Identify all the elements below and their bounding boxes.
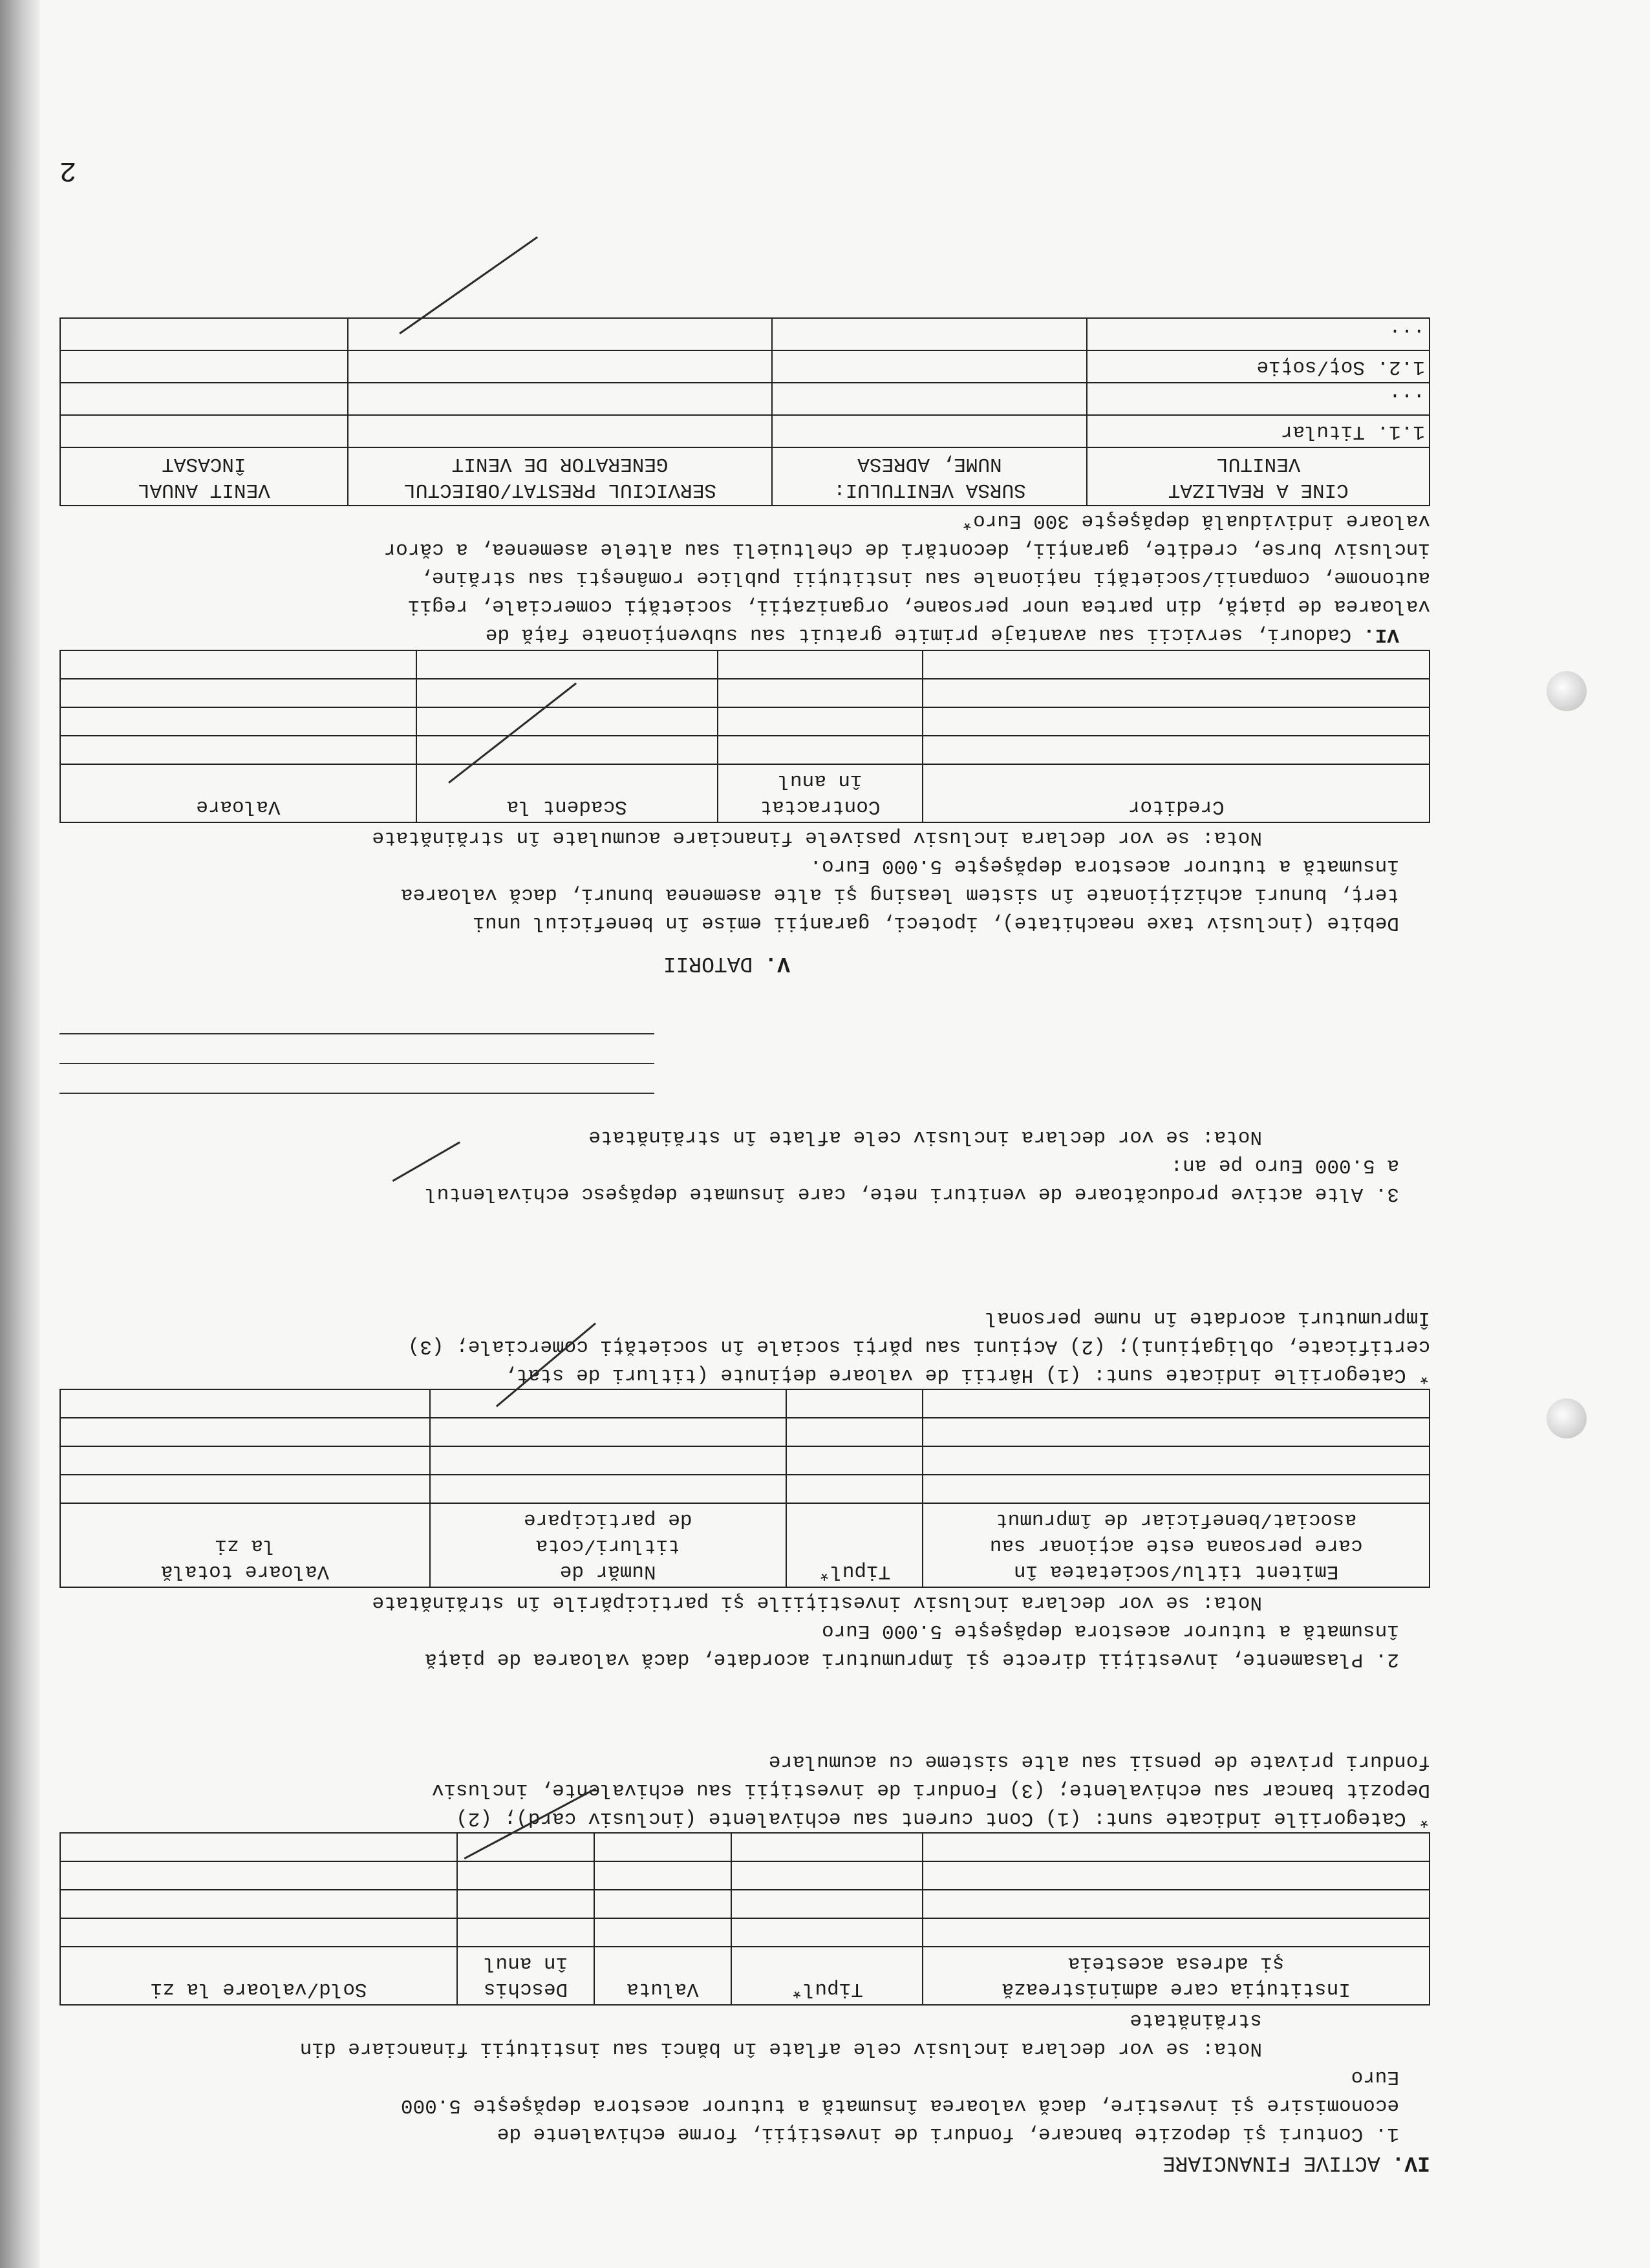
item2-note: Nota: se vor declara inclusiv investiţiile şi participările în străinătate [372, 1591, 1262, 1614]
section-vi-text-line: valoare individuală depăşeşte 300 Euro* [961, 509, 1430, 532]
section-v-text-line: Debite (inclusiv taxe neachitate), ipoteci, garanţii emise în beneficiul unui [473, 912, 1399, 934]
column-header: Valoare totală la zi [60, 1503, 430, 1587]
item1-footnote-line: * Categoriile indicate sunt: (1) Cont curent sau echivalente (inclusiv card); (2) [456, 1807, 1430, 1830]
section-vi-text-line: inclusiv burse, credite, garanţii, decontări de cheltuieli sau altele asemenea, a căror [383, 538, 1430, 561]
section-vi-text-line: VI.Cadouri, servicii sau avantaje primite gratuit sau subvenţionate faţă de [485, 623, 1399, 646]
table-cell [772, 415, 1087, 447]
table-cell [348, 318, 773, 350]
item2-footnote-line: Împrumuturi acordate în nume personal [985, 1307, 1430, 1329]
column-header: Tipul* [786, 1503, 923, 1587]
column-header: Contractat în anul [718, 764, 923, 822]
section-v-block [59, 650, 1430, 978]
table-cell [60, 1389, 430, 1418]
table-row [60, 1861, 1430, 1890]
table-cell [718, 679, 923, 707]
table-cell [594, 1833, 731, 1861]
column-header: SURSA VENITULUI: NUME, ADRESA [772, 447, 1087, 506]
column-header: Sold/valoare la zi [60, 1947, 457, 2005]
table-cell [718, 707, 923, 736]
item2-footnote [59, 1303, 1430, 1389]
column-header: Emitent titlu/societatea în care persoana este acţionar sau asociat/beneficiar de împrumut [923, 1503, 1430, 1587]
table-row [60, 1475, 1430, 1503]
table-row [60, 650, 1430, 679]
item2-text-line: însumată a tuturor acestora depăşeşte 5.000 Euro [822, 1620, 1399, 1642]
item1-footnote-line: Depozit bancar sau echivalente; (3) Fonduri de investiţii sau echivalente, inclusiv [431, 1779, 1430, 1801]
table-cell: 1.1. Titular [1088, 415, 1430, 447]
table-cell [923, 1890, 1430, 1918]
table-cell [923, 1475, 1430, 1503]
table-cell [786, 1418, 923, 1446]
table-cell [457, 1890, 594, 1918]
table-row [60, 1833, 1430, 1861]
table-row [60, 383, 1430, 415]
table-cell [60, 679, 416, 707]
table-cell [786, 1475, 923, 1503]
table-row [60, 318, 1430, 350]
item1-text-line: economisire şi investire, dacă valoarea însumată a tuturor acestora depăşeşte 5.000 [400, 2094, 1399, 2117]
table-cell [923, 736, 1430, 764]
table-cell [731, 1833, 923, 1861]
table-cell [60, 650, 416, 679]
column-header: Creditor [923, 764, 1430, 822]
table-header-row [60, 447, 1430, 506]
table-cell [772, 350, 1087, 383]
table-cell [594, 1861, 731, 1890]
table-cell [718, 650, 923, 679]
table-cell [923, 1389, 1430, 1418]
item1-note-line: Nota: se vor declara inclusiv cele aflate în bănci sau instituţii financiare din [299, 2037, 1262, 2060]
table-row [60, 707, 1430, 736]
table-cell [60, 318, 348, 350]
table-cell [430, 1475, 786, 1503]
table-cell [60, 350, 348, 383]
table-row [60, 1418, 1430, 1446]
section-vi-text-line: autonome, companii/societăţi naţionale sau instituţii publice româneşti sau străine, [420, 566, 1430, 589]
table-row [60, 350, 1430, 383]
table-cell [923, 707, 1430, 736]
item3-note: Nota: se vor declara inclusiv cele aflate în străinătate [588, 1126, 1262, 1148]
item1-text-line: Euro [1351, 2066, 1399, 2088]
section-vi-text [59, 506, 1430, 648]
column-header: Tipul* [731, 1947, 923, 2005]
column-header: Scadent la [416, 764, 718, 822]
section-vi-block [59, 317, 1430, 648]
table-cell [594, 1890, 731, 1918]
table-cell [60, 1918, 457, 1947]
item2-text [59, 1616, 1430, 1673]
table-cell [923, 1861, 1430, 1890]
item1-footnote-line: fonduri private de pensii sau alte sisteme cu acumulare [768, 1750, 1430, 1773]
table-row [60, 1446, 1430, 1475]
column-header: Valuta [594, 1947, 731, 2005]
table-cell [923, 1418, 1430, 1446]
table-cell [786, 1389, 923, 1418]
table-cell [731, 1861, 923, 1890]
table-cell [457, 1918, 594, 1947]
section-iv-heading: IV.ACTIVE FINANCIARE [1162, 2151, 1430, 2175]
table-cell [348, 383, 773, 415]
debts-table [59, 650, 1430, 823]
table-cell [60, 1890, 457, 1918]
column-header: Instituţia care administrează şi adresa acesteia [923, 1947, 1430, 2005]
table-cell: ... [1088, 318, 1430, 350]
table-header-row [60, 1503, 1430, 1587]
table-cell [923, 650, 1430, 679]
section-v-text-line: terţ, bunuri achiziţionate în sistem leasing şi alte asemenea bunuri, dacă valoarea [400, 883, 1399, 906]
item3-text [59, 1151, 1430, 1208]
table-cell [348, 415, 773, 447]
table-cell [923, 1918, 1430, 1947]
item3-text-line: a 5.000 Euro pe an: [1170, 1154, 1399, 1177]
item3-text-line: 3. Alte active producătoare de venituri nete, care însumate depăşesc echivalentul [425, 1182, 1399, 1205]
table-row [60, 1389, 1430, 1418]
table-cell [731, 1890, 923, 1918]
table-row [60, 679, 1430, 707]
section-vi-text-line: valoarea de piaţă, din partea unor persoane, organizaţii, societăţi comerciale, regii [407, 595, 1430, 617]
item2-block [59, 1303, 1430, 1673]
accounts-table [59, 1832, 1430, 2006]
table-cell [60, 383, 348, 415]
item3-block [59, 1033, 1430, 1208]
table-cell [416, 707, 718, 736]
table-row [60, 1890, 1430, 1918]
blank-line [59, 1093, 654, 1122]
declaration-page [59, 122, 1430, 2177]
section-v-text-line: însumată a tuturor acestora depăşeşte 5.000 Euro. [809, 855, 1399, 877]
table-header-row [60, 1947, 1430, 2005]
section-v-note: Nota: se vor declara inclusiv pasivele financiare acumulate în străinătate [372, 826, 1262, 849]
item1-note-line: străinătate [1130, 2009, 1262, 2031]
column-header: CINE A REALIZAT VENITUL [1088, 447, 1430, 506]
section-v-text [59, 851, 1430, 937]
item1-text-line: 1. Conturi şi depozite bancare, fonduri de investiţii, forme echivalente de [497, 2123, 1399, 2145]
table-cell [923, 679, 1430, 707]
table-cell: 1.2. Soţ/soţie [1088, 350, 1430, 383]
table-cell [60, 707, 416, 736]
item1-footnote [59, 1747, 1430, 1832]
section-iv-block [59, 1747, 1430, 2177]
table-cell [60, 1861, 457, 1890]
table-header-row [60, 764, 1430, 822]
table-cell [457, 1861, 594, 1890]
table-cell [416, 679, 718, 707]
gifts-table [59, 317, 1430, 506]
table-row [60, 415, 1430, 447]
item2-text-line: 2. Plasamente, investiţii directe şi împrumuturi acordate, dacă valoarea de piaţă [425, 1648, 1399, 1671]
table-cell [60, 1446, 430, 1475]
table-cell [416, 736, 718, 764]
table-cell [772, 383, 1087, 415]
blank-line [59, 1063, 654, 1093]
table-cell [60, 415, 348, 447]
table-cell [594, 1918, 731, 1947]
table-cell: ... [1088, 383, 1430, 415]
column-header: Număr de titluri/cota de participare [430, 1503, 786, 1587]
table-cell [430, 1446, 786, 1475]
column-header: SERVICIUL PRESTAT/OBIECTUL GENERATOR DE VENIT [348, 447, 773, 506]
item1-note [59, 2006, 1430, 2062]
table-cell [731, 1918, 923, 1947]
page-number: 2 [59, 154, 77, 186]
section-vi-roman: VI. [1363, 623, 1399, 646]
table-cell [60, 1833, 457, 1861]
item2-footnote-line: * Categoriile indicate sunt: (1) Hârtii de valoare deţinute (titluri de stat, [504, 1364, 1430, 1386]
table-cell [923, 1446, 1430, 1475]
table-cell [60, 1418, 430, 1446]
table-cell [457, 1833, 594, 1861]
section-v-heading: V.DATORII [663, 952, 790, 976]
table-cell [923, 1833, 1430, 1861]
column-header: Deschis în anul [457, 1947, 594, 2005]
blank-line [59, 1033, 654, 1063]
column-header: Valoare [60, 764, 416, 822]
table-cell [430, 1389, 786, 1418]
table-cell [60, 736, 416, 764]
item1-text [59, 2062, 1430, 2148]
column-header: VENIT ANUAL ÎNCASAT [60, 447, 348, 506]
table-cell [60, 1475, 430, 1503]
table-row [60, 736, 1430, 764]
table-cell [416, 650, 718, 679]
table-cell [718, 736, 923, 764]
table-row [60, 1918, 1430, 1947]
table-cell [772, 318, 1087, 350]
table-cell [786, 1446, 923, 1475]
investments-table [59, 1389, 1430, 1588]
table-cell [348, 350, 773, 383]
item2-footnote-line: certificate, obligaţiuni); (2) Acţiuni sau părţi sociale în societăţi comerciale; (3) [407, 1335, 1430, 1358]
table-cell [430, 1418, 786, 1446]
